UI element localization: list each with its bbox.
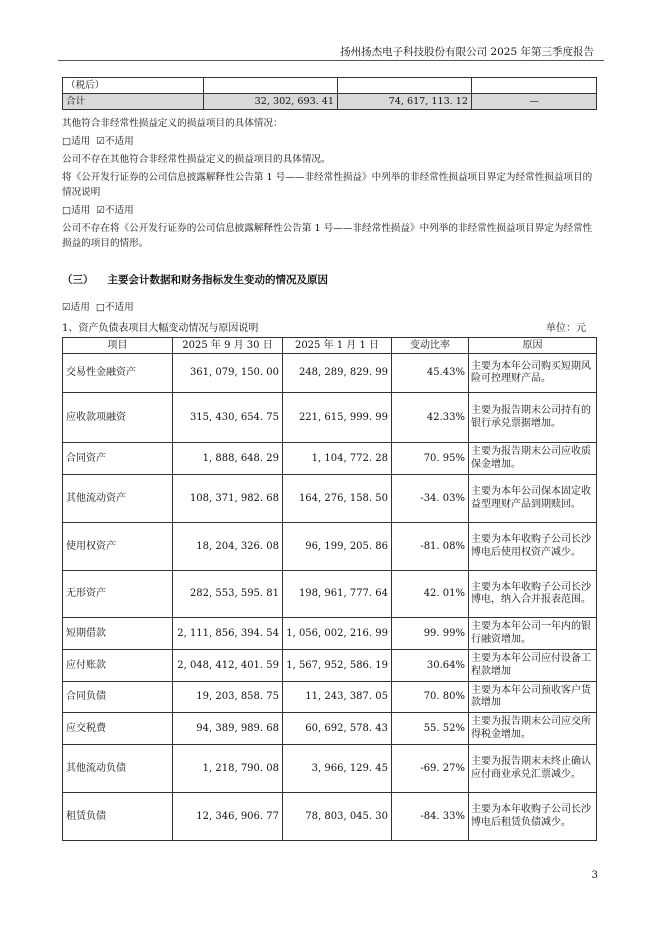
total-row: [63, 94, 597, 110]
header-divider: [58, 60, 604, 61]
balance-sheet-changes-table: [62, 337, 597, 841]
table-row: 使用权资产 18, 204, 326. 08 96, 199, 205. 86 -81. 08% 主要为本年收购子公司长沙博电后使用权资产减少。: [63, 523, 597, 571]
total-note: —: [472, 94, 597, 110]
applicability-check: □适用 ☑不适用: [62, 136, 134, 147]
total-current: 32, 302, 693. 41: [204, 94, 338, 110]
row-label: （税后）: [63, 78, 204, 94]
page-number: 3: [591, 870, 598, 881]
table-row: 租赁负债 12, 346, 906. 77 78, 803, 045. 30 -84. 33% 主要为本年收购子公司长沙博电后租赁负债减少。: [63, 793, 597, 841]
applicability-check: □适用 ☑不适用: [62, 205, 134, 216]
table-row: 合同资产 1, 888, 648. 29 1, 104, 772. 28 70. 95% 主要为报告期末公司应收质保金增加。: [63, 443, 597, 475]
section-number: （三）: [62, 274, 94, 286]
table-row: 其他流动资产 108, 371, 982. 68 164, 276, 158. 50 -34. 03% 主要为本年公司保本固定收益型理财产品到期赎回。: [63, 475, 597, 523]
header-row: [63, 338, 597, 354]
page-content: [62, 77, 596, 841]
table-row: 合同负债 19, 203, 858. 75 11, 243, 387. 05 70. 80% 主要为本年公司预收客户货款增加: [63, 682, 597, 713]
table-row: 其他流动负债 1, 218, 790. 08 3, 966, 129. 45 -69. 27% 主要为报告期末未终止确认应付商业承兑汇票减少。: [63, 745, 597, 793]
summary-table: [62, 77, 597, 110]
col-header: 2025 年 1 月 1 日: [283, 338, 392, 354]
paragraph: 其他符合非经常性损益定义的损益项目的具体情况：: [62, 118, 283, 129]
table-row: 交易性金融资产 361, 079, 150. 00 248, 289, 829. 99 45.43% 主要为本年公司购买短期风险可控理财产品。: [63, 354, 597, 393]
paragraph: 公司不存在将《公开发行证券的公司信息披露解释性公告第 1 号——非经常性损益》中列举的非经常性损益项目界定为经常性损益的项目的情形。: [62, 223, 593, 249]
section-heading: [62, 273, 596, 288]
col-header: 2025 年 9 月 30 日: [173, 338, 283, 354]
row-label: 合计: [63, 94, 204, 110]
total-prior: 74, 617, 113. 12: [338, 94, 472, 110]
table-row: 应付账款 2, 048, 412, 401. 59 1, 567, 952, 586. 19 30.64% 主要为本年公司应付设备工程款增加: [63, 650, 597, 682]
subtitle: 1、资产负债表项目大幅变动情况与原因说明: [62, 323, 259, 334]
section-title: 主要会计数据和财务指标发生变动的情况及原因: [107, 274, 328, 286]
table-row: 短期借款 2, 111, 856, 394. 54 1, 056, 002, 216. 99 99. 99% 主要为本年公司一年内的银行融资增加。: [63, 618, 597, 650]
col-header: 变动比率: [392, 338, 469, 354]
unit-label: 单位：元: [546, 323, 586, 334]
table-row: 无形资产 282, 553, 595. 81 198, 961, 777. 64 42. 01% 主要为本年收购子公司长沙博电，纳入合并报表范围。: [63, 571, 597, 618]
table-row: 应交税费 94, 389, 989. 68 60, 692, 578. 43 55. 52% 主要为报告期末公司应交所得税金增加。: [63, 713, 597, 745]
table-row: [63, 78, 597, 94]
col-header: 项目: [63, 338, 173, 354]
report-header: 扬州扬杰电子科技股份有限公司 2025 年第三季度报告: [340, 46, 594, 58]
paragraph: 将《公开发行证券的公司信息披露解释性公告第 1 号——非经常性损益》中列举的非经常性损益项目界定为经常性损益项目的情况说明: [62, 172, 593, 198]
table-row: 应收款项融资 315, 430, 654. 75 221, 615, 999. 99 42.33% 主要为报告期末公司持有的银行承兑票据增加。: [63, 393, 597, 443]
paragraph: 公司不存在其他符合非经常性损益定义的损益项目的具体情况。: [62, 154, 331, 165]
table-caption: [62, 321, 596, 336]
applicability-check: ☑适用 □不适用: [62, 302, 134, 313]
col-header: 原因: [469, 338, 597, 354]
